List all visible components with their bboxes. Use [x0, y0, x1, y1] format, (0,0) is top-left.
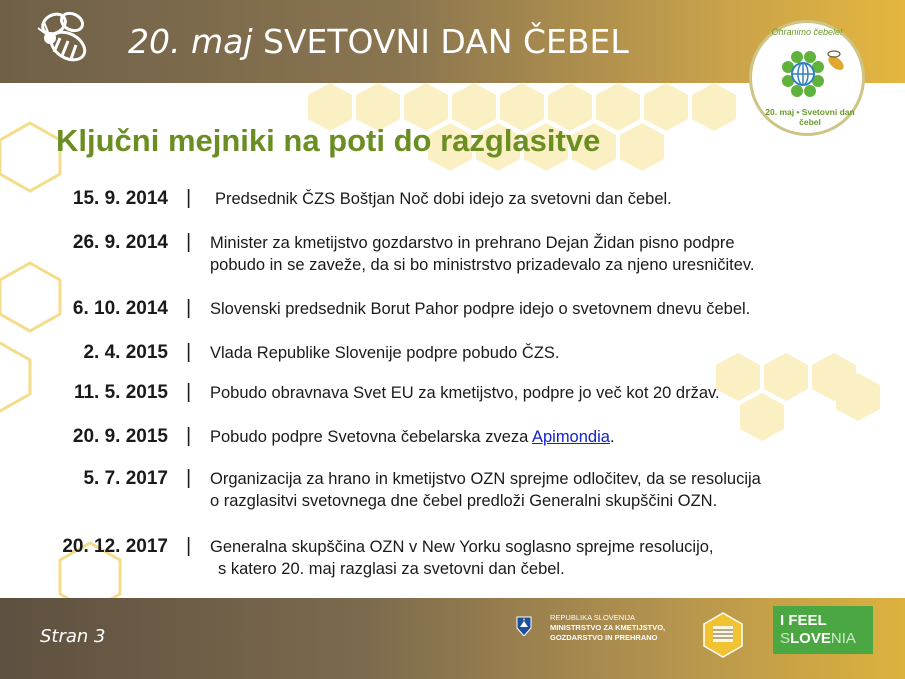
milestone-separator: |: [186, 425, 192, 447]
milestone-date: 20. 9. 2015: [72, 426, 168, 447]
milestone-line: Organizacija za hrano in kmetijstvo OZN sprejme odločitev, da se resolucija: [210, 470, 761, 488]
ministry-line-3: GOZDARSTVO IN PREHRANO: [550, 633, 658, 642]
badge-bottom-text: 20. maj • Svetovni dan čebel: [765, 107, 855, 127]
milestone-separator: |: [186, 341, 192, 363]
feel-line-2-b: LOVE: [790, 630, 831, 647]
milestone-line: Generalna skupščina OZN v New Yorku soglasno sprejme resolucijo,: [210, 538, 714, 556]
milestone-text: [210, 232, 755, 276]
milestone-date: 15. 9. 2014: [72, 188, 168, 209]
milestone-line: Predsednik ČZS Boštjan Noč dobi idejo za svetovni dan čebel.: [215, 190, 672, 208]
milestone-separator: |: [186, 381, 192, 403]
ministry-text: [550, 613, 710, 643]
milestone-date: 6. 10. 2014: [72, 298, 168, 319]
milestone-text: [210, 426, 615, 448]
milestone-text: [210, 382, 720, 404]
milestone-line: Minister za kmetijstvo gozdarstvo in prehrano Dejan Židan pisno podpre: [210, 234, 735, 252]
ministry-line-1: REPUBLIKA SLOVENIJA: [550, 613, 636, 622]
feel-line-2: [780, 630, 856, 647]
honeycomb-background: [0, 83, 905, 598]
footer-banner: [0, 598, 905, 679]
bee-logo-icon: [30, 8, 100, 70]
milestone-text: [210, 298, 750, 320]
ministry-line-2: MINISTRSTVO ZA KMETIJSTVO,: [550, 623, 666, 632]
milestone-line-continued: s katero 20. maj razglasi za svetovni dan čebel.: [218, 560, 565, 578]
milestone-line-continued: o razglasitvi svetovnega dne čebel predloži Generalni skupščini OZN.: [210, 492, 718, 510]
milestone-separator: |: [186, 231, 192, 253]
milestone-separator: |: [186, 297, 192, 319]
milestone-line: Slovenski predsednik Borut Pahor podpre idejo o svetovnem dnevu čebel.: [210, 300, 751, 318]
feel-line-2-c: NIA: [830, 630, 856, 647]
milestone-text: [210, 468, 761, 512]
beekeepers-association-logo-icon: [703, 612, 743, 658]
milestone-text: [210, 536, 714, 580]
milestone-date: 20. 12. 2017: [62, 536, 168, 557]
milestone-text: [215, 188, 672, 210]
header-title-date: 20. maj: [128, 22, 253, 61]
feel-line-2-a: S: [780, 630, 791, 647]
milestone-text: [210, 342, 559, 364]
milestone-line: Pobudo podpre Svetovna čebelarska zveza: [210, 428, 532, 446]
slovenia-crest-icon: [516, 616, 532, 636]
milestone-separator: |: [186, 535, 192, 557]
milestone-line-continued: pobudo in se zaveže, da si bo ministrstvo prizadevalo za njeno uresničitev.: [210, 256, 755, 274]
milestone-date: 11. 5. 2015: [73, 382, 168, 403]
page-number: Stran 3: [40, 626, 106, 647]
i-feel-slovenia-logo: [773, 606, 873, 654]
milestone-date: 26. 9. 2014: [72, 232, 168, 253]
apimondia-link[interactable]: Apimondia: [531, 428, 610, 446]
milestone-date: 2. 4. 2015: [83, 342, 168, 363]
feel-line-1: I FEEL: [780, 612, 827, 629]
badge-top-text: Ohranimo čebele!: [771, 27, 843, 37]
milestone-separator: |: [186, 467, 192, 489]
milestone-separator: |: [186, 187, 192, 209]
header-title: [128, 22, 629, 61]
slide-title: Ključni mejniki na poti do razglasitve: [56, 123, 601, 158]
milestone-date: 5. 7. 2017: [83, 468, 168, 489]
milestone-line-end: .: [609, 428, 615, 446]
world-bee-day-badge: [749, 20, 865, 136]
milestone-line: Pobudo obravnava Svet EU za kmetijstvo, podpre jo več kot 20 držav.: [210, 384, 720, 402]
header-title-main: SVETOVNI DAN ČEBEL: [263, 22, 629, 61]
milestone-line: Vlada Republike Slovenije podpre pobudo ČZS.: [210, 344, 560, 362]
